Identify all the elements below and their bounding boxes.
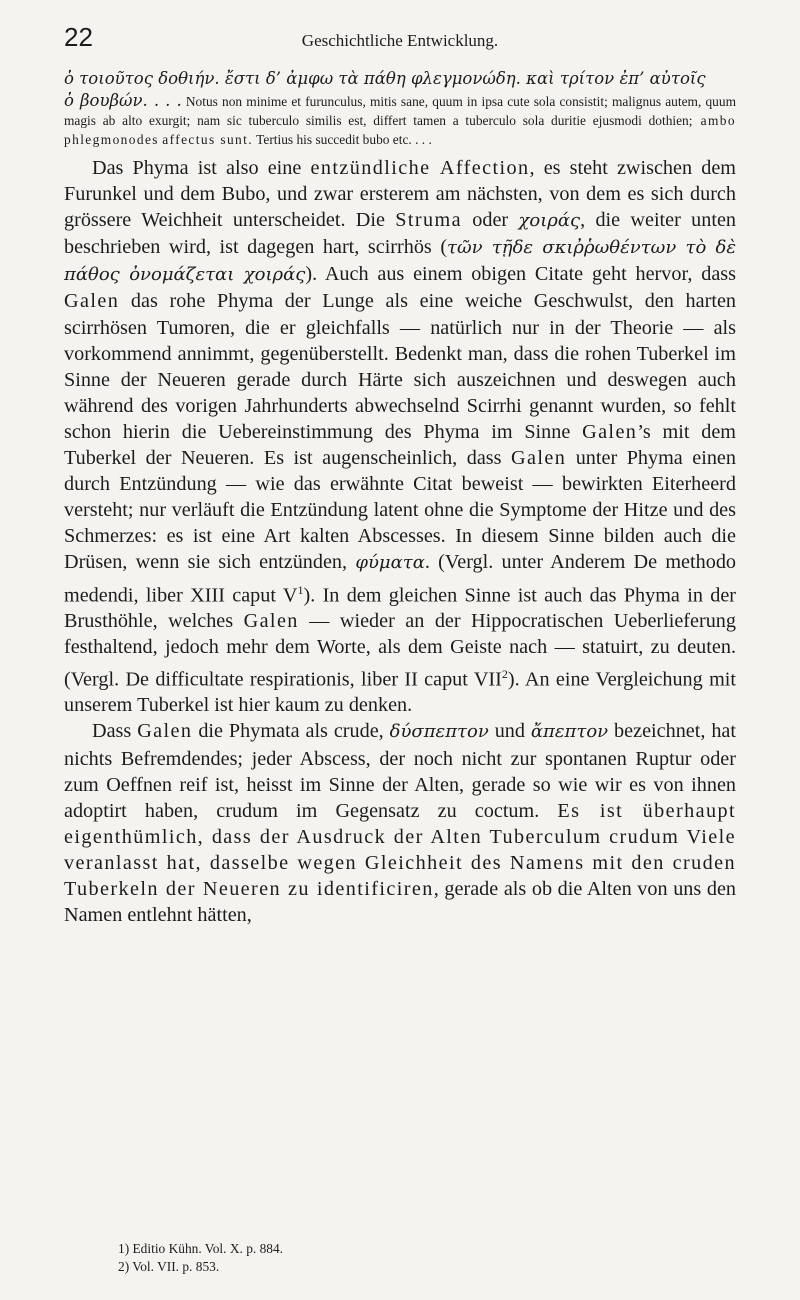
author-name: Galen [511, 447, 567, 470]
latin-quote-text: Tertius his succedit bubo etc. . . . [253, 132, 432, 147]
footnote-1: 1) Editio Kühn. Vol. X. p. 884. [118, 1241, 284, 1256]
quoted-passage [64, 67, 736, 149]
latin-quote-text: consistit; malignus autem, quum magis ab alto exurgit; nam sic tuberculo similis est, [64, 94, 736, 128]
latin-quote [64, 91, 736, 149]
greek-term: τῶν τῇδε σκιῤῥωθέντων τὸ δὲ πάθος ὀνομάζεται χοιράς [64, 237, 736, 286]
author-name: Galen [137, 720, 193, 743]
greek-term: χοιράς [518, 210, 581, 232]
paragraph-1: Das Phyma ist also eine entzündliche Affection, es steht zwischen dem Furunkel und dem Bubo, und zwar ersterem am nächsten, von dem es sich durch grössere Weichheit unterscheidet. Die Struma oder χοιράς, die weiter unten beschrieben wird, ist dagegen hart, scirrhös (τῶν τῇδε σκιῤῥωθέντων τὸ δὲ πάθος ὀνομάζεται χοιράς). Auch aus einem obigen Citate geht hervor, dass Galen das rohe Phyma der Lunge als eine weiche Geschwulst, den harten scirrhösen Tumoren, die er gleichfalls — natürlich nur in der Theorie — als vorkommend annimmt, gegenüberstellt. Bedenkt man, dass die rohen Tuberkel im Sinne der Neueren gerade durch Härte sich auszeichnen und deswegen auch während des vorigen Jahrhunderts abwechselnd Scirrhi genannt wurden, so fehlt schon hierin die Uebereinstimmung des Phyma im Sinne Galen’s mit dem Tuberkel der Neueren. Es ist augenscheinlich, dass Galen unter Phyma einen durch Entzündung — wie das erwähnte Citat beweist — bewirkten Eiterheerd versteht; nur verläuft die Entzündung latent ohne die Symptome der Hitze und des Schmerzes: es ist eine Art kalten Abscesses. In diesem Sinne bilden auch die Drüsen, wenn sie sich entzünden, φύματα. (Vergl. unter Anderem De methodo medendi, liber XIII caput $V^1$). In dem gleichen Sinne ist auch das Phyma in der Brusthöhle, welches Galen — wieder an der Hippocratischen Ueberlieferung festhaltend, jedoch mehr dem Worte, als dem Geiste nach — statuirt, zu deuten. (Vergl. De difficultate respirationis, liber II caput VII$^2$). An eine Vergleichung mit unserem Tuberkel ist hier kaum zu denken. [64, 157, 737, 717]
author-name: Galen [243, 610, 299, 633]
footnote-2: 2) Vol. VII. p. 853. [118, 1259, 220, 1274]
emphasis: entzündliche Affection [310, 157, 530, 179]
greek-quote-fragment: ὁ βουβών. . . . [64, 91, 182, 110]
latin-quote-text: Notus non minime et furunculus, mitis sane, quum in ipsa cute sola [181, 94, 556, 109]
author-name: Galen [64, 290, 120, 313]
greek-term: δύσπεπτον [389, 721, 489, 743]
emphasis: Struma [395, 209, 462, 232]
emphasis: Es ist überhaupt eigenthümlich, dass der Ausdruck der Alten Tuberculum crudum Viele veranlasst hat, dasselbe wegen Gleichheit des Namens mit den cruden Tuberkeln der Neueren zu identificiren [64, 799, 736, 900]
footnotes [118, 1240, 283, 1276]
latin-quote-emphasis: ambo phlegmonodes [64, 113, 736, 147]
page-header [64, 22, 736, 53]
greek-quote-line: ὁ τοιοῦτος δοθιήν. ἔστι δ’ ἀμφω τὰ πάθη φλεγμονώδη. καὶ τρίτον ἐπ’ αὐτοῖς [64, 69, 706, 88]
page-number: 22 [64, 22, 93, 52]
footnote-ref-2[interactable]: 2 [501, 666, 508, 681]
greek-term: ἄπεπτον [530, 721, 609, 743]
author-name: Galen [582, 420, 638, 443]
paragraph-2: Dass Galen die Phymata als crude, δύσπεπτον und ἄπεπτον bezeichnet, hat nichts Befremdendes; jeder Abscess, der noch nicht zur spontanen Ruptur oder zum Oeffnen reif ist, heisst im Sinne der Alten, gerade so wie wir es von ihnen adoptirt haben, crudum im Gegensatz zu coctum. Es ist überhaupt eigenthümlich, dass der Ausdruck der Alten Tuberculum crudum Viele veranlasst hat, dasselbe wegen Gleichheit des Namens mit den cruden Tuberkeln der Neueren zu identificiren, gerade als ob die Alten von uns den Namen entlehnt hätten, [64, 720, 736, 927]
greek-term: φύματα [355, 552, 425, 574]
latin-quote-emphasis: affectus sunt. [162, 132, 254, 147]
latin-quote-text: differt tamen a tuberculo sola duritie ejusmodi dothien; [373, 113, 693, 128]
running-head: Geschichtliche Entwicklung. [301, 31, 499, 50]
footnote-ref-1[interactable]: 1 [297, 582, 304, 597]
